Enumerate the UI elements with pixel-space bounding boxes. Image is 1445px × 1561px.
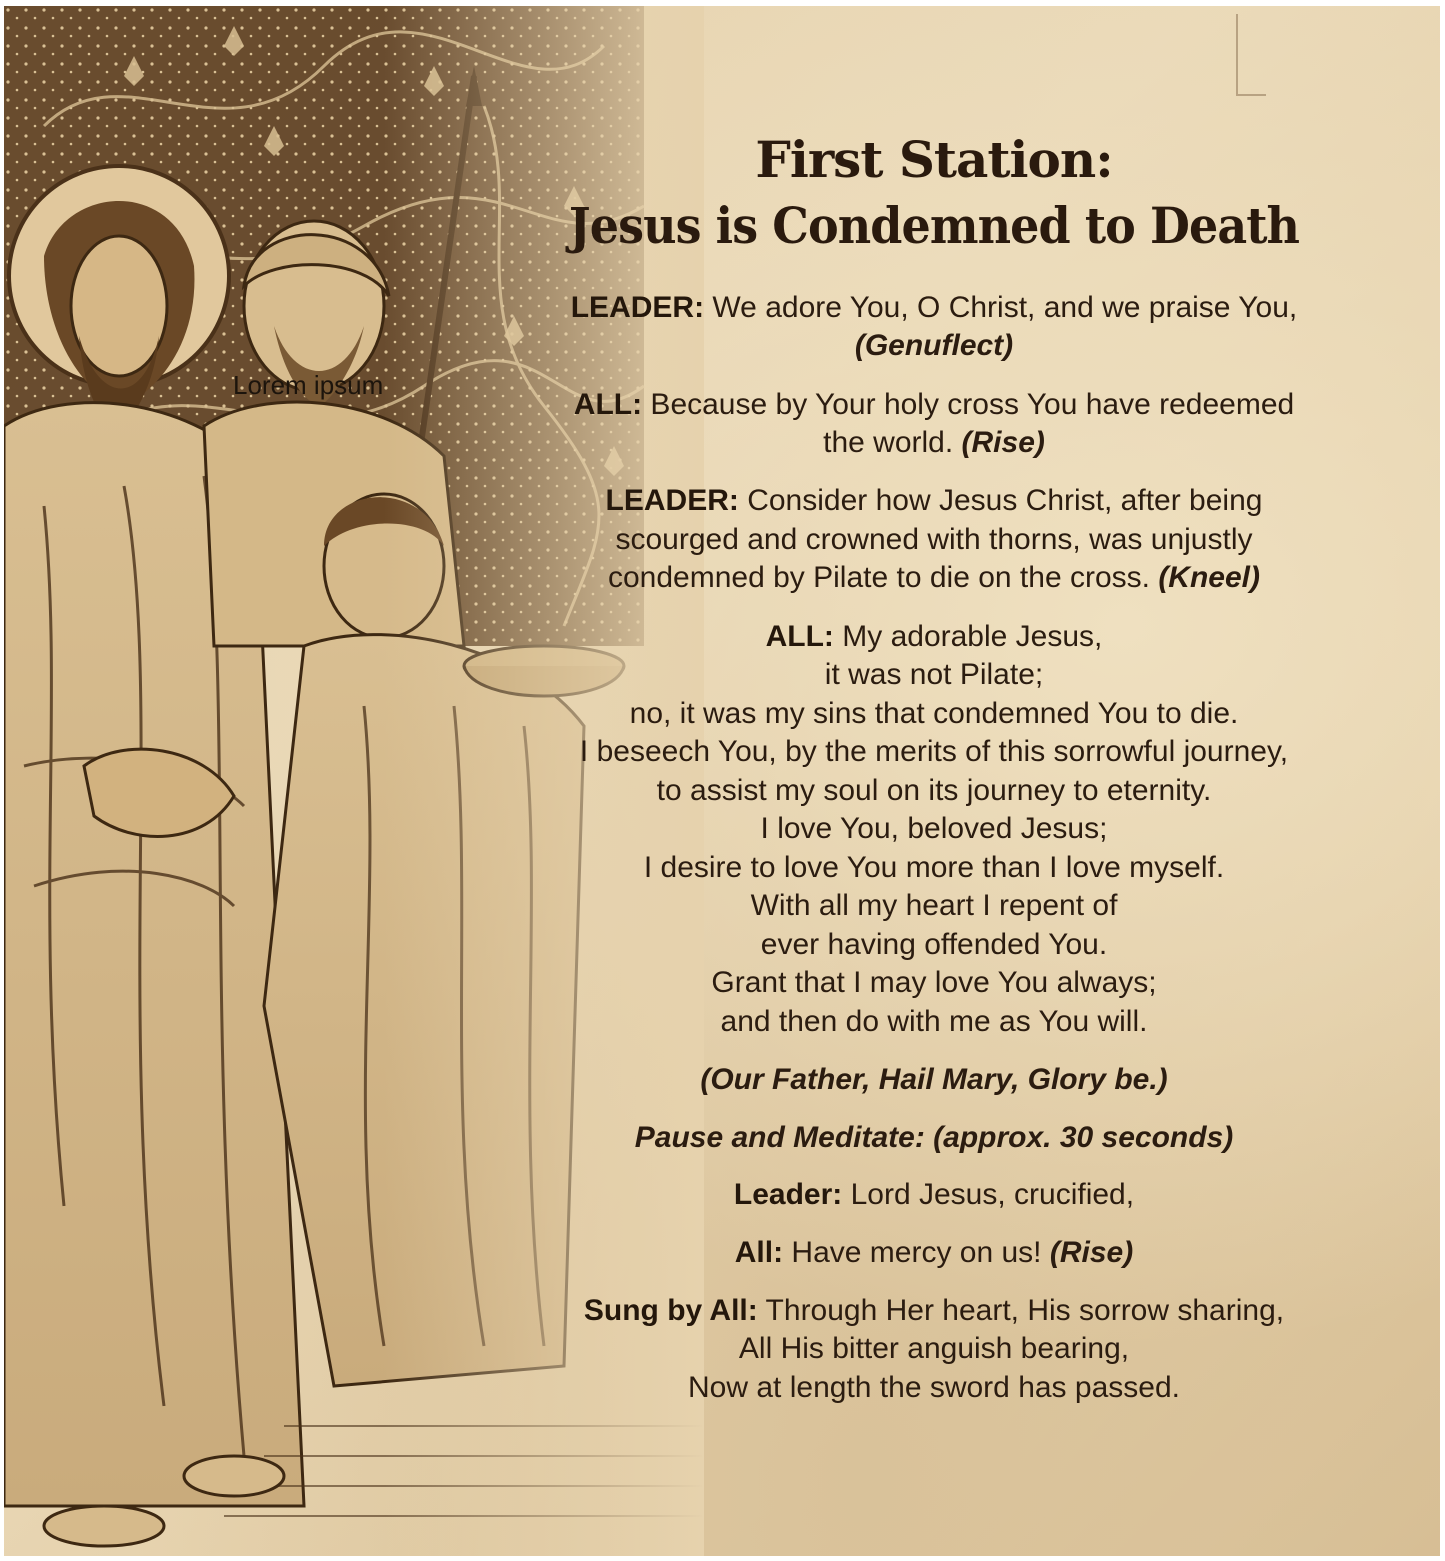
prayer-text: My adorable Jesus,	[833, 620, 1103, 653]
pause-line: Pause and Meditate: (approx. 30 seconds)	[634, 1121, 1234, 1154]
leader-line	[504, 289, 1364, 327]
leader-line-2	[504, 521, 1364, 559]
station-title: First Station:	[755, 130, 1113, 189]
prayer-text: Have mercy on us!	[783, 1236, 1050, 1269]
prayer-line: I desire to love You more than I love myself.	[643, 851, 1225, 884]
leader-line	[504, 482, 1364, 520]
prayer-text: We adore You, O Christ, and we praise You,	[704, 291, 1298, 324]
prayers-line: (Our Father, Hail Mary, Glory be.)	[700, 1063, 1168, 1096]
prayer-line: no, it was my sins that condemned You to die.	[629, 697, 1239, 730]
prayer-line: to assist my soul on its journey to eternity.	[656, 774, 1212, 807]
speaker-label: All:	[734, 1236, 784, 1269]
speaker-label: LEADER:	[605, 484, 739, 517]
hymn-line: All His bitter anguish bearing,	[738, 1332, 1130, 1365]
direction-line	[504, 327, 1364, 365]
sung-line	[504, 1292, 1364, 1330]
prayer-page	[4, 6, 1440, 1556]
prayer-text: the world.	[823, 426, 962, 459]
all-line	[504, 618, 1364, 656]
station-subtitle: Jesus is Condemned to Death	[568, 196, 1300, 255]
speaker-label: LEADER:	[570, 291, 705, 324]
prayer-line: ever having offended You.	[760, 928, 1108, 961]
speaker-label: ALL:	[573, 388, 643, 421]
prayer-text: scourged and crowned with thorns, was unjustly	[615, 523, 1253, 556]
prayer-line: it was not Pilate;	[824, 658, 1044, 691]
paper-crease	[1236, 14, 1238, 94]
prayer-line: With all my heart I repent of	[750, 889, 1118, 922]
paper-crease	[1236, 94, 1266, 96]
direction-text: (Rise)	[1049, 1236, 1134, 1269]
all-line-2	[504, 424, 1364, 462]
direction-text: (Kneel)	[1158, 561, 1260, 594]
all-line	[504, 386, 1364, 424]
prayer-line: I beseech You, by the merits of this sorrowful journey,	[579, 735, 1289, 768]
speaker-label: ALL:	[765, 620, 834, 653]
prayer-text: Consider how Jesus Christ, after being	[738, 484, 1263, 517]
leader-line-3	[504, 559, 1364, 597]
prayer-text: condemned by Pilate to die on the cross.	[607, 561, 1159, 594]
all-line	[504, 1234, 1364, 1272]
hymn-line: Now at length the sword has passed.	[688, 1371, 1180, 1404]
prayer-line: I love You, beloved Jesus;	[760, 812, 1108, 845]
leader-line	[504, 1176, 1364, 1214]
image-caption: Lorem ipsum	[233, 370, 384, 400]
speaker-label: Leader:	[733, 1178, 843, 1211]
speaker-label: Sung by All:	[583, 1294, 758, 1327]
prayer-text: Lord Jesus, crucified,	[842, 1178, 1135, 1211]
prayer-line: and then do with me as You will.	[720, 1005, 1148, 1038]
prayer-line: Grant that I may love You always;	[711, 966, 1157, 999]
prayer-text: Because by Your holy cross You have redeemed	[642, 388, 1295, 421]
direction-text: (Genuflect)	[854, 329, 1014, 362]
prayer-text: Through Her heart, His sorrow sharing,	[757, 1294, 1285, 1327]
direction-text: (Rise)	[961, 426, 1045, 459]
